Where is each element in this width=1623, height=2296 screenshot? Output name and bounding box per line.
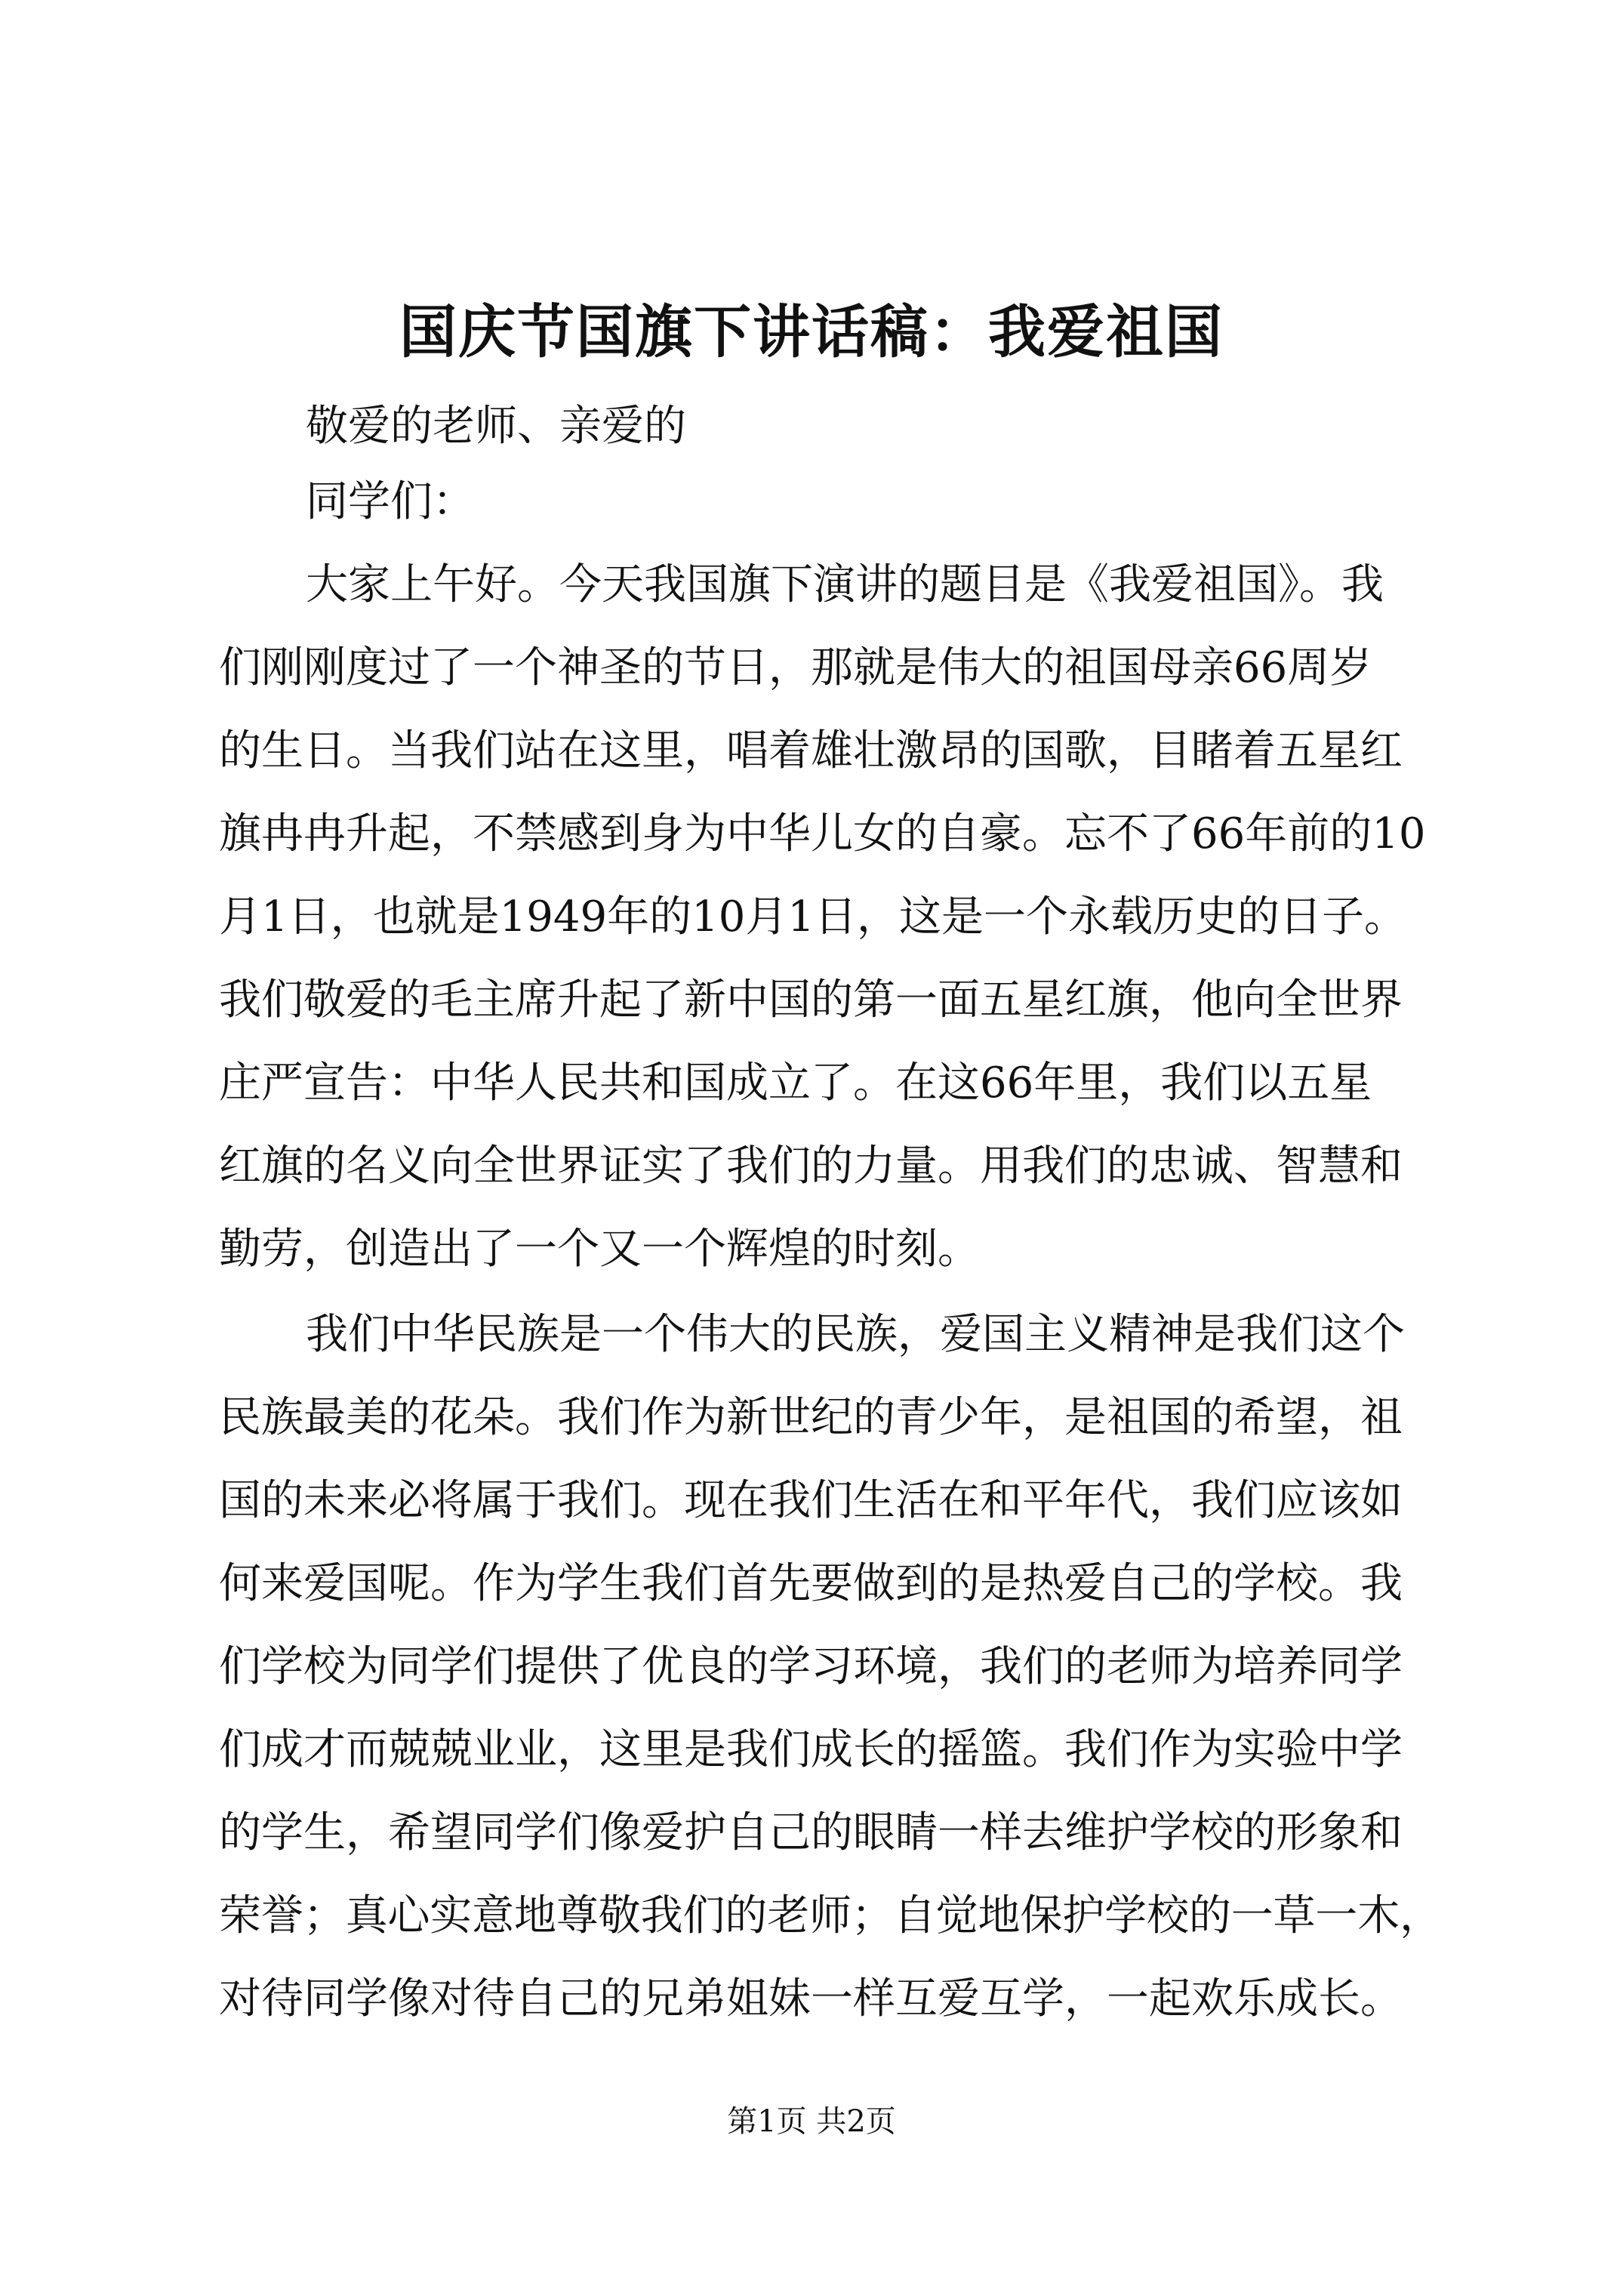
paragraph-2-line-3: 国的未来必将属于我们。现在我们生活在和平年代，我们应该如 [219,1476,1403,1525]
paragraph-1-line-5: 月1日，也就是1949年的10月1日，这是一个永载历史的日子。 [219,892,1407,942]
paragraph-1-line-8: 红旗的名义向全世界证实了我们的力量。用我们的忠诚、智慧和 [219,1142,1403,1191]
salutation-line-2: 同学们： [306,477,475,526]
paragraph-2-line-2: 民族最美的花朵。我们作为新世纪的青少年，是祖国的希望，祖 [219,1393,1403,1442]
paragraph-1-line-2: 们刚刚度过了一个神圣的节日，那就是伟大的祖国母亲66周岁 [219,643,1372,692]
salutation-line-1: 敬爱的老师、亲爱的 [306,402,686,451]
paragraph-1-line-1: 大家上午好。今天我国旗下演讲的题目是《我爱祖国》。我 [306,560,1384,609]
paragraph-1-line-9: 勤劳，创造出了一个又一个辉煌的时刻。 [219,1225,980,1274]
paragraph-2-line-1: 我们中华民族是一个伟大的民族，爱国主义精神是我们这个 [306,1310,1405,1359]
page-number-footer: 第1页 共2页 [727,2104,896,2139]
document-title: 国庆节国旗下讲话稿：我爱祖国 [399,298,1224,365]
paragraph-1-line-4: 旗冉冉升起，不禁感到身为中华儿女的自豪。忘不了66年前的10 [219,809,1426,858]
paragraph-2-line-7: 的学生，希望同学们像爱护自己的眼睛一样去维护学校的形象和 [219,1808,1403,1857]
paragraph-2-line-5: 们学校为同学们提供了优良的学习环境，我们的老师为培养同学 [219,1642,1403,1691]
paragraph-1-line-6: 我们敬爱的毛主席升起了新中国的第一面五星红旗，他向全世界 [219,975,1403,1025]
paragraph-2-line-9: 对待同学像对待自己的兄弟姐妹一样互爱互学，一起欢乐成长。 [219,1974,1403,2023]
paragraph-1-line-7: 庄严宣告：中华人民共和国成立了。在这66年里，我们以五星 [219,1059,1372,1108]
paragraph-1-line-3: 的生日。当我们站在这里，唱着雄壮激昂的国歌，目睹着五星红 [219,726,1403,775]
paragraph-2-line-4: 何来爱国呢。作为学生我们首先要做到的是热爱自己的学校。我 [219,1559,1403,1608]
paragraph-2-line-8: 荣誉；真心实意地尊敬我们的老师；自觉地保护学校的一草一木， [219,1891,1443,1940]
paragraph-2-line-6: 们成才而兢兢业业，这里是我们成长的摇篮。我们作为实验中学 [219,1725,1403,1774]
